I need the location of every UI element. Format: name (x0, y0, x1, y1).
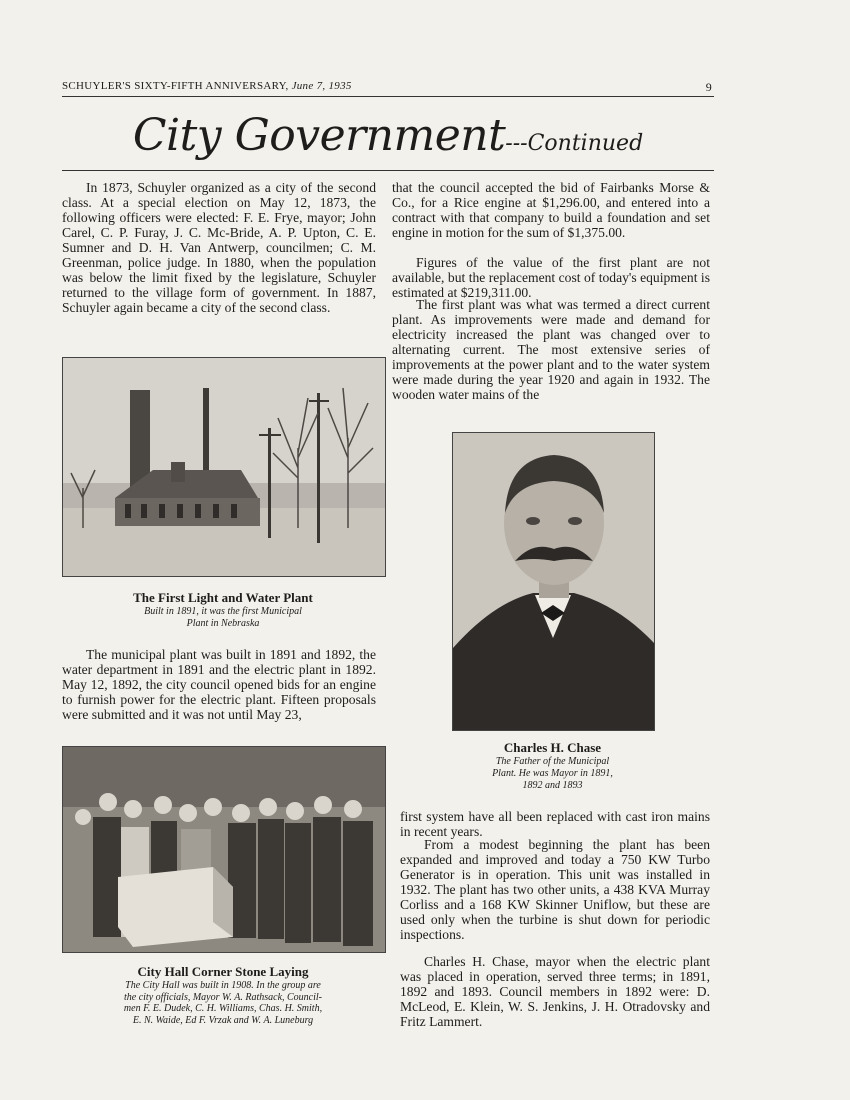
running-head (62, 80, 712, 92)
plant-caption-line-1: Built in 1891, it was the first Municipal (144, 606, 302, 617)
cityhall-caption-line-1: The City Hall was built in 1908. In the group are (125, 980, 321, 991)
col2-paragraph-5: From a modest beginning the plant has been expanded and improved and today a 750 KW Turbo Generator is in operation. This unit was installed in 1932. The plant has two other units, a 438 KVA Murray Corliss and a 168 KW Skinner Uniflow, but these are used only when the turbine is shut down for periodic inspections. (400, 837, 710, 942)
portrait-title: Charles H. Chase (503, 740, 602, 755)
title-main: City Government (132, 110, 506, 161)
page-title (62, 110, 714, 161)
cityhall-caption-line-3: men F. E. Dudek, C. H. Williams, Chas. H. Smith, (123, 1003, 323, 1014)
portrait-caption (452, 756, 653, 792)
cityhall-photo-image (63, 747, 385, 952)
col2-paragraph-2: Figures of the value of the first plant are not available, but the replacement cost of today's equipment is estimated at $219,311.00. (392, 255, 710, 300)
portrait-caption-line-1: The Father of the Municipal (495, 756, 610, 767)
cityhall-photo-caption (62, 980, 384, 1026)
portrait-caption-line-3: 1892 and 1893 (522, 780, 583, 791)
chase-portrait (452, 432, 655, 731)
header-rule (62, 96, 714, 97)
col1-paragraph-1: In 1873, Schuyler organized as a city of the second class. At a special election on May 12, 1873, the following officers were elected: F. E. Frye, mayor; John Carel, C. P. Furay, J. C. Mc-Bride, A. P. Upton, C. E. Sumner and D. H. Van Antwerp, councilmen; C. M. Greenman, police judge. In 1880, when the population was below the limit fixed by the legislature, Schuyler returned to the village form of government. In 1887, Schuyler again became a city of the second class. (62, 180, 376, 315)
cityhall-photo (62, 746, 386, 953)
col2-paragraph-6: Charles H. Chase, mayor when the electric plant was placed in operation, served three terms; in 1891, 1892 and 1893. Council members in 1892 were: D. McLeod, E. Klein, W. S. Jenkins, J. H. Otradovsky and Fritz Lammert. (400, 954, 710, 1029)
cityhall-photo-title: City Hall Corner Stone Laying (137, 964, 309, 979)
cityhall-caption-line-2: the city officials, Mayor W. A. Rathsack, Council- (123, 991, 323, 1003)
running-title: SCHUYLER'S SIXTY-FIFTH ANNIVERSARY, (62, 80, 289, 92)
plant-caption-line-2: Plant in Nebraska (186, 618, 260, 629)
cityhall-caption-line-4: E. N. Waide, Ed F. Vrzak and W. A. Luneburg (132, 1014, 314, 1026)
chase-portrait-image (453, 433, 654, 730)
plant-photo-image (63, 358, 385, 576)
col2-paragraph-1: that the council accepted the bid of Fairbanks Morse & Co., for a Rice engine at $1,296.00, and entered into a contract with that company to build a foundation and set engine in motion for the sum of $1,375.00. (392, 180, 710, 240)
page-number: 9 (705, 80, 712, 94)
col1-paragraph-2: The municipal plant was built in 1891 and 1892, the water department in 1891 and the electric plant in 1892. May 12, 1892, the city council opened bids for an engine to furnish power for the electric plant. Fifteen proposals were submitted and it was not until May 23, (62, 647, 376, 722)
plant-photo (62, 357, 386, 577)
col2-paragraph-3: The first plant was what was termed a direct current plant. As improvements were made and demand for electricity increased the plant was changed over to alternating current. The most extensive series of improvements at the power plant and to the water system were made during the year 1920 and again in 1932. The wooden water mains of the (392, 297, 710, 402)
title-rule (62, 170, 714, 171)
plant-photo-title: The First Light and Water Plant (133, 590, 313, 605)
issue-date: June 7, 1935 (291, 80, 352, 92)
plant-photo-caption (62, 606, 384, 630)
portrait-caption-line-2: Plant. He was Mayor in 1891, (492, 768, 613, 779)
col2-paragraph-4: first system have all been replaced with cast iron mains in recent years. (400, 809, 710, 839)
title-continued: ---Continued (505, 131, 644, 156)
